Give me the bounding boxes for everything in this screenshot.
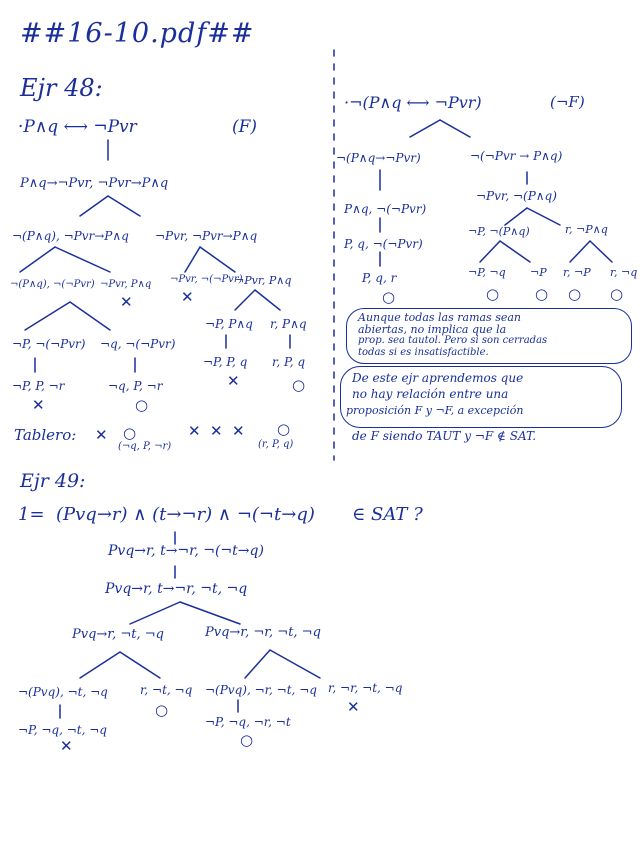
tree48-node: ¬P, P, q [203, 355, 248, 369]
tree48-open-mark: ○ [135, 396, 149, 414]
tree-right-open-mark: ○ [486, 285, 500, 303]
tree48-root-mark: (F) [232, 117, 258, 137]
tree-right-open-mark: ○ [568, 285, 582, 303]
tree-right-open-mark: ○ [610, 285, 624, 303]
tablero-closed-mark: ✕ [232, 422, 245, 440]
tablero-open-mark: ○ [123, 424, 137, 442]
tablero-closed-mark: ✕ [95, 426, 108, 444]
tree49-node: ¬P, ¬q, ¬r, ¬t [205, 715, 291, 729]
tablero-closed-mark: ✕ [210, 422, 223, 440]
tree48-node: P∧q→¬Pvr, ¬Pvr→P∧q [20, 176, 169, 191]
tree49-node: Pvq→r, t→¬r, ¬(¬t→q) [108, 543, 264, 559]
note-line: prop. sea tautol. Pero si son cerradas [358, 335, 548, 346]
tablero-note: (¬q, P, ¬r) [118, 441, 172, 452]
tree-right-node: r, ¬q [610, 266, 638, 279]
tree48-closed-mark: ✕ [120, 293, 133, 311]
tree48-open-mark: ○ [292, 376, 306, 394]
tablero-closed-mark: ✕ [188, 422, 201, 440]
ejr49-question-suffix: ∈ SAT ? [352, 504, 423, 525]
tree-right-node: ¬(P∧q→¬Pvr) [336, 151, 421, 165]
tree49-node: Pvq→r, ¬r, ¬t, ¬q [205, 625, 321, 640]
tree-right-node: ¬P, ¬(P∧q) [468, 225, 530, 238]
tree48-node: ¬q, P, ¬r [108, 379, 163, 393]
tree-right-root: ·¬(P∧q ⟷ ¬Pvr) [344, 93, 482, 112]
tree-right-node: r, ¬P∧q [565, 223, 608, 236]
tree-right-open-mark: ○ [382, 288, 396, 306]
tree48-node: ¬Pvr, ¬Pvr→P∧q [155, 229, 258, 243]
tree48-node: ¬P, P∧q [205, 317, 253, 331]
ejr49-question-formula: (Pvq→r) ∧ (t→¬r) ∧ ¬(¬t→q) [56, 504, 315, 525]
tree49-node: r, ¬t, ¬q [140, 683, 193, 697]
page-title: ##16-10.pdf## [20, 18, 255, 49]
note-line: proposición F y ¬F, a excepción [346, 404, 524, 417]
tree49-node: Pvq→r, t→¬r, ¬t, ¬q [105, 581, 248, 597]
note-line: Aunque todas las ramas sean [358, 311, 521, 324]
note-line: abiertas, no implica que la [358, 323, 507, 336]
tree49-node: ¬(Pvq), ¬r, ¬t, ¬q [205, 683, 317, 697]
tree48-node: ¬P, ¬(¬Pvr) [12, 337, 86, 351]
tree-right-root-mark: (¬F) [550, 93, 585, 111]
tree49-closed-mark: ✕ [347, 698, 360, 716]
tree48-node: ¬P, P, ¬r [12, 379, 65, 393]
tree49-node: ¬(Pvq), ¬t, ¬q [18, 685, 108, 699]
note-line: de F siendo TAUT y ¬F ∉ SAT. [352, 429, 537, 443]
ejr49-question-number: 1= [18, 504, 45, 525]
tree-right-node: P, q, r [362, 271, 397, 285]
tree49-open-mark: ○ [155, 701, 169, 719]
tree49-node: r, ¬r, ¬t, ¬q [328, 681, 403, 695]
tree-right-node: P, q, ¬(¬Pvr) [344, 237, 423, 251]
tree-right-node: ¬P, ¬q [468, 266, 506, 279]
tree48-node: ¬Pvr, P∧q [235, 274, 292, 287]
tree-right-node: ¬P [530, 266, 547, 279]
tree-right-node: ¬Pvr, ¬(P∧q) [476, 189, 557, 203]
tree48-closed-mark: ✕ [227, 372, 240, 390]
tree48-node: ¬Pvr, ¬(¬Pvr) [170, 274, 243, 285]
tree-right-node: P∧q, ¬(¬Pvr) [344, 202, 427, 216]
tree-right-open-mark: ○ [535, 285, 549, 303]
tree48-node: ¬q, ¬(¬Pvr) [100, 337, 176, 351]
tree49-closed-mark: ✕ [60, 737, 73, 755]
tablero-note: (r, P, q) [258, 439, 294, 450]
tablero-open-mark: ○ [277, 420, 291, 438]
tree48-closed-mark: ✕ [181, 288, 194, 306]
note-line: todas si es insatisfactible. [358, 347, 489, 358]
ejr48-heading: Ejr 48: [20, 74, 103, 102]
tree48-node: r, P∧q [270, 317, 307, 331]
tablero-label: Tablero: [14, 426, 77, 444]
ejr49-heading: Ejr 49: [20, 470, 86, 492]
tree49-node: ¬P, ¬q, ¬t, ¬q [18, 723, 107, 737]
tree48-node: ¬(P∧q), ¬Pvr→P∧q [12, 229, 129, 243]
tree48-node: r, P, q [272, 355, 305, 369]
tree49-node: Pvq→r, ¬t, ¬q [72, 627, 164, 642]
tree-right-node: ¬(¬Pvr → P∧q) [470, 149, 563, 163]
tree48-closed-mark: ✕ [32, 396, 45, 414]
tree-right-node: r, ¬P [563, 266, 591, 279]
tree48-root: ·P∧q ⟷ ¬Pvr [18, 117, 137, 137]
tree48-node: ¬(P∧q), ¬(¬Pvr) [10, 279, 95, 290]
note-line: no hay relación entre una [352, 387, 509, 401]
tree49-open-mark: ○ [240, 731, 254, 749]
tree48-node: ¬Pvr, P∧q [100, 279, 152, 290]
note-line: De este ejr aprendemos que [352, 371, 524, 385]
